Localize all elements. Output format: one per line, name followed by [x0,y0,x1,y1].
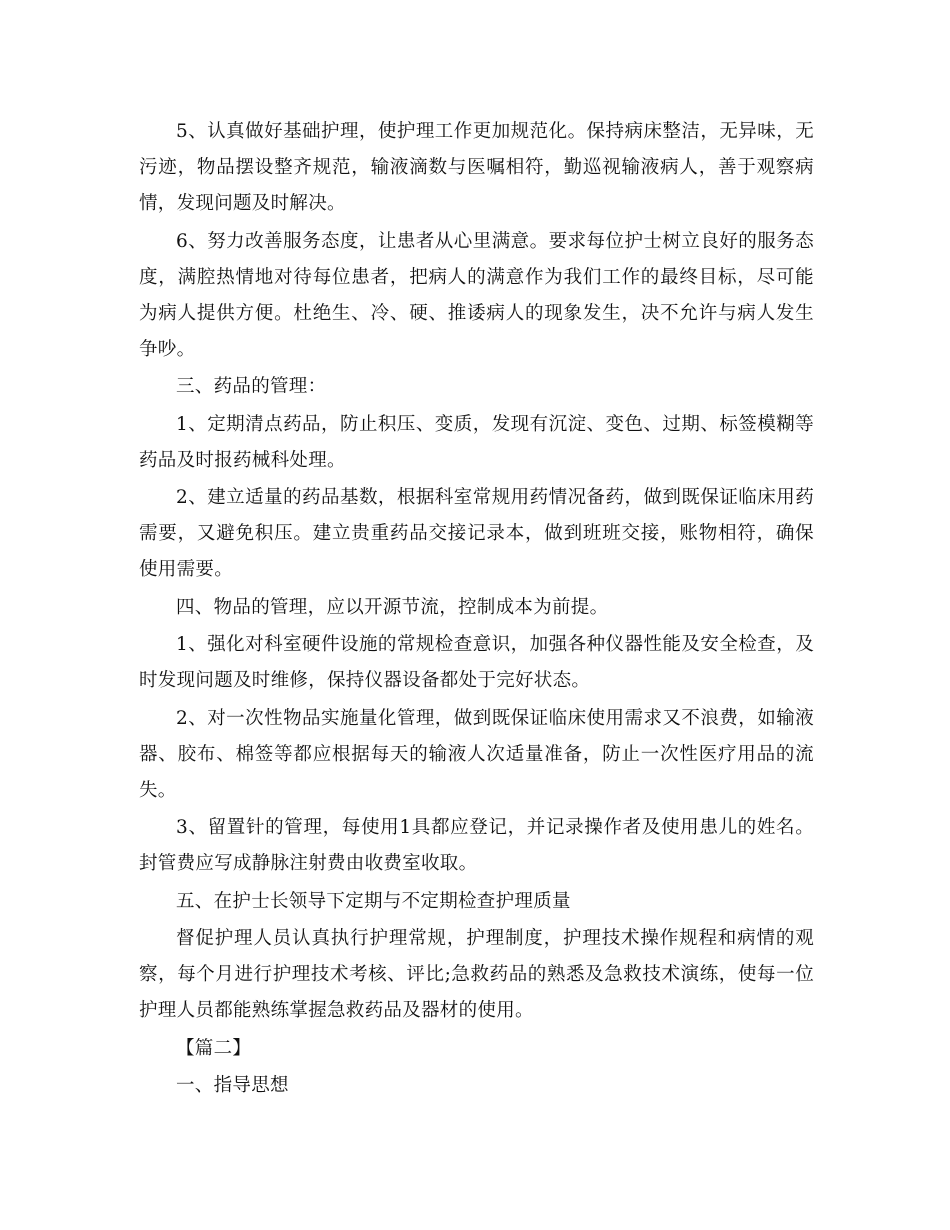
section-heading-part-two: 【篇二】 [176,1037,252,1059]
paragraph-drug-2: 2、建立适量的药品基数，根据科室常规用药情况备药，做到既保证临床用药需要，又避免积压。建立贵重药品交接记录本，做到班班交接，账物相符，确保使用需要。 [139,487,814,580]
paragraph-item-mgmt-3: 3、留置针的管理，每使用1具都应登记，并记录操作者及使用患儿的姓名。封管费应写成静脉注射费由收费室收取。 [139,817,814,874]
document-body [139,114,814,1104]
paragraph-item-5: 5、认真做好基础护理，使护理工作更加规范化。保持病床整洁，无异味，无污迹，物品摆设整齐规范，输液滴数与医嘱相符，勤巡视输液病人，善于观察病情，发现问题及时解决。 [139,121,814,214]
paragraph-item-mgmt-1: 1、强化对科室硬件设施的常规检查意识，加强各种仪器性能及安全检查，及时发现问题及时维修，保持仪器设备都处于完好状态。 [139,634,814,691]
section-heading-drug-management: 三、药品的管理： [176,376,327,397]
paragraph-quality-check: 督促护理人员认真执行护理常规，护理制度，护理技术操作规程和病情的观察，每个月进行护理技术考核、评比;急救药品的熟悉及急救技术演练，使每一位护理人员都能熟练掌握急救药品及器材的使用。 [139,928,814,1021]
paragraph-item-6: 6、努力改善服务态度，让患者从心里满意。要求每位护士树立良好的服务态度，满腔热情地对待每位患者，把病人的满意作为我们工作的最终目标，尽可能为病人提供方便。杜绝生、冷、硬、推诿病人的现象发生，决不允许与病人发生争吵。 [139,230,814,360]
section-heading-item-management: 四、物品的管理，应以开源节流，控制成本为前提。 [176,596,609,618]
paragraph-drug-1: 1、定期清点药品，防止积压、变质，发现有沉淀、变色、过期、标签模糊等药品及时报药械科处理。 [139,413,814,471]
section-heading-guiding-ideology: 一、指导思想 [176,1075,289,1096]
section-heading-quality-check: 五、在护士长领导下定期与不定期检查护理质量 [176,890,571,912]
paragraph-item-mgmt-2: 2、对一次性物品实施量化管理，做到既保证临床使用需求又不浪费，如输液器、胶布、棉签等都应根据每天的输液人次适量准备，防止一次性医疗用品的流失。 [139,707,814,801]
